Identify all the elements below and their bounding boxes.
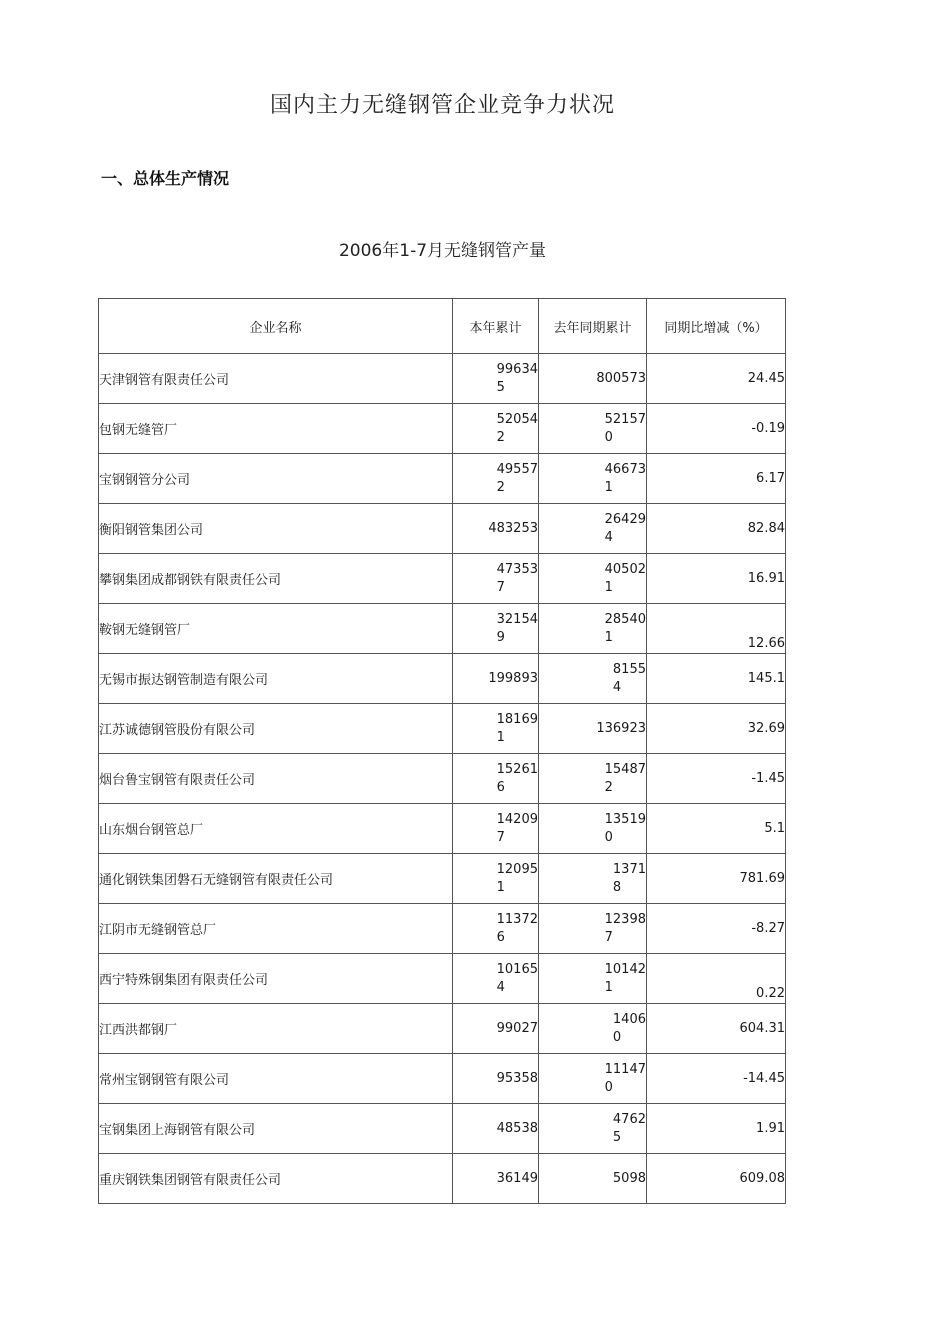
change-percent-cell: 32.69 <box>647 704 786 754</box>
change-percent-cell: 24.45 <box>647 354 786 404</box>
table-row <box>99 504 786 554</box>
change-percent-cell: -0.19 <box>647 404 786 454</box>
change-percent-cell: 5.1 <box>647 804 786 854</box>
previous-total-cell <box>539 904 647 954</box>
current-total-value: 11372 6 <box>496 911 538 945</box>
company-name-cell: 攀钢集团成都钢铁有限责任公司 <box>99 554 453 604</box>
current-total-cell <box>453 554 539 604</box>
current-total-cell: 483253 <box>453 504 539 554</box>
table-row <box>99 704 786 754</box>
previous-total-cell: 136923 <box>539 704 647 754</box>
current-total-cell: 36149 <box>453 1154 539 1204</box>
current-total-cell: 95358 <box>453 1054 539 1104</box>
change-percent-cell: 12.66 <box>647 604 786 654</box>
company-name-cell: 江西洪都钢厂 <box>99 1004 453 1054</box>
table-row <box>99 404 786 454</box>
previous-total-value: 8155 4 <box>612 661 646 695</box>
current-total-cell <box>453 354 539 404</box>
previous-total-cell <box>539 554 647 604</box>
company-name-cell: 无锡市振达钢管制造有限公司 <box>99 654 453 704</box>
company-name-cell: 山东烟台钢管总厂 <box>99 804 453 854</box>
previous-total-value: 4762 5 <box>612 1111 646 1145</box>
current-total-value: 14209 7 <box>496 811 538 845</box>
company-name-cell: 天津钢管有限责任公司 <box>99 354 453 404</box>
table-caption: 2006年1-7月无缝钢管产量 <box>338 241 547 261</box>
current-total-cell: 99027 <box>453 1004 539 1054</box>
table-row <box>99 804 786 854</box>
document-title: 国内主力无缝钢管企业竞争力状况 <box>269 93 615 118</box>
previous-total-cell <box>539 604 647 654</box>
table-row <box>99 1004 786 1054</box>
change-percent-cell: 1.91 <box>647 1104 786 1154</box>
section-heading: 一、总体生产情况 <box>101 169 230 188</box>
previous-total-value: 26429 4 <box>604 511 646 545</box>
table-row <box>99 654 786 704</box>
table-row <box>99 454 786 504</box>
change-percent-cell: 609.08 <box>647 1154 786 1204</box>
company-name-cell: 衡阳钢管集团公司 <box>99 504 453 554</box>
previous-total-cell: 800573 <box>539 354 647 404</box>
current-total-value: 12095 1 <box>496 861 538 895</box>
change-percent-cell: 145.1 <box>647 654 786 704</box>
current-total-cell: 199893 <box>453 654 539 704</box>
previous-total-value: 12398 7 <box>604 911 646 945</box>
current-total-cell <box>453 804 539 854</box>
change-percent-cell: 604.31 <box>647 1004 786 1054</box>
current-total-value: 49557 2 <box>496 461 538 495</box>
previous-total-value: 1371 8 <box>612 861 646 895</box>
previous-total-value: 40502 1 <box>604 561 646 595</box>
previous-total-cell <box>539 954 647 1004</box>
current-total-value: 99634 5 <box>496 361 538 395</box>
company-name-cell: 烟台鲁宝钢管有限责任公司 <box>99 754 453 804</box>
company-name-cell: 包钢无缝管厂 <box>99 404 453 454</box>
current-total-cell: 48538 <box>453 1104 539 1154</box>
company-name-cell: 西宁特殊钢集团有限责任公司 <box>99 954 453 1004</box>
previous-total-cell: 5098 <box>539 1154 647 1204</box>
current-total-value: 18169 1 <box>496 711 538 745</box>
change-percent-cell: -8.27 <box>647 904 786 954</box>
table-row <box>99 1154 786 1204</box>
current-total-value: 15261 6 <box>496 761 538 795</box>
previous-total-cell <box>539 654 647 704</box>
current-total-cell <box>453 604 539 654</box>
table-row <box>99 1054 786 1104</box>
company-name-cell: 常州宝钢钢管有限公司 <box>99 1054 453 1104</box>
table-row <box>99 954 786 1004</box>
current-total-value: 52054 2 <box>496 411 538 445</box>
current-total-value: 47353 7 <box>496 561 538 595</box>
table-row <box>99 754 786 804</box>
table-row <box>99 1104 786 1154</box>
company-name-cell: 江苏诚德钢管股份有限公司 <box>99 704 453 754</box>
previous-total-cell <box>539 454 647 504</box>
current-total-cell <box>453 854 539 904</box>
production-table <box>98 298 786 1204</box>
table-row <box>99 854 786 904</box>
current-total-cell <box>453 954 539 1004</box>
previous-total-cell <box>539 1104 647 1154</box>
current-total-value: 32154 9 <box>496 611 538 645</box>
previous-total-value: 46673 1 <box>604 461 646 495</box>
header-current-total: 本年累计 <box>453 299 539 354</box>
change-percent-cell: 16.91 <box>647 554 786 604</box>
company-name-cell: 江阴市无缝钢管总厂 <box>99 904 453 954</box>
table-header-row <box>99 299 786 354</box>
change-percent-cell: 82.84 <box>647 504 786 554</box>
company-name-cell: 重庆钢铁集团钢管有限责任公司 <box>99 1154 453 1204</box>
change-percent-cell: 6.17 <box>647 454 786 504</box>
company-name-cell: 宝钢钢管分公司 <box>99 454 453 504</box>
previous-total-cell <box>539 504 647 554</box>
previous-total-value: 1406 0 <box>612 1011 646 1045</box>
change-percent-cell: 781.69 <box>647 854 786 904</box>
header-change-percent: 同期比增减（%） <box>647 299 786 354</box>
previous-total-value: 11147 0 <box>604 1061 646 1095</box>
change-percent-cell: -1.45 <box>647 754 786 804</box>
previous-total-cell <box>539 404 647 454</box>
company-name-cell: 通化钢铁集团磐石无缝钢管有限责任公司 <box>99 854 453 904</box>
table-body <box>99 354 786 1204</box>
previous-total-value: 13519 0 <box>604 811 646 845</box>
change-percent-cell: 0.22 <box>647 954 786 1004</box>
previous-total-value: 10142 1 <box>604 961 646 995</box>
table-row <box>99 554 786 604</box>
previous-total-cell <box>539 1004 647 1054</box>
company-name-cell: 宝钢集团上海钢管有限公司 <box>99 1104 453 1154</box>
previous-total-value: 52157 0 <box>604 411 646 445</box>
current-total-cell <box>453 754 539 804</box>
table-row <box>99 354 786 404</box>
current-total-cell <box>453 904 539 954</box>
current-total-cell <box>453 454 539 504</box>
table-row <box>99 904 786 954</box>
previous-total-cell <box>539 1054 647 1104</box>
previous-total-value: 15487 2 <box>604 761 646 795</box>
table-row <box>99 604 786 654</box>
current-total-value: 10165 4 <box>496 961 538 995</box>
previous-total-value: 28540 1 <box>604 611 646 645</box>
previous-total-cell <box>539 854 647 904</box>
current-total-cell <box>453 704 539 754</box>
company-name-cell: 鞍钢无缝钢管厂 <box>99 604 453 654</box>
current-total-cell <box>453 404 539 454</box>
header-company-name: 企业名称 <box>99 299 453 354</box>
previous-total-cell <box>539 754 647 804</box>
change-percent-cell: -14.45 <box>647 1054 786 1104</box>
previous-total-cell <box>539 804 647 854</box>
header-previous-total: 去年同期累计 <box>539 299 647 354</box>
